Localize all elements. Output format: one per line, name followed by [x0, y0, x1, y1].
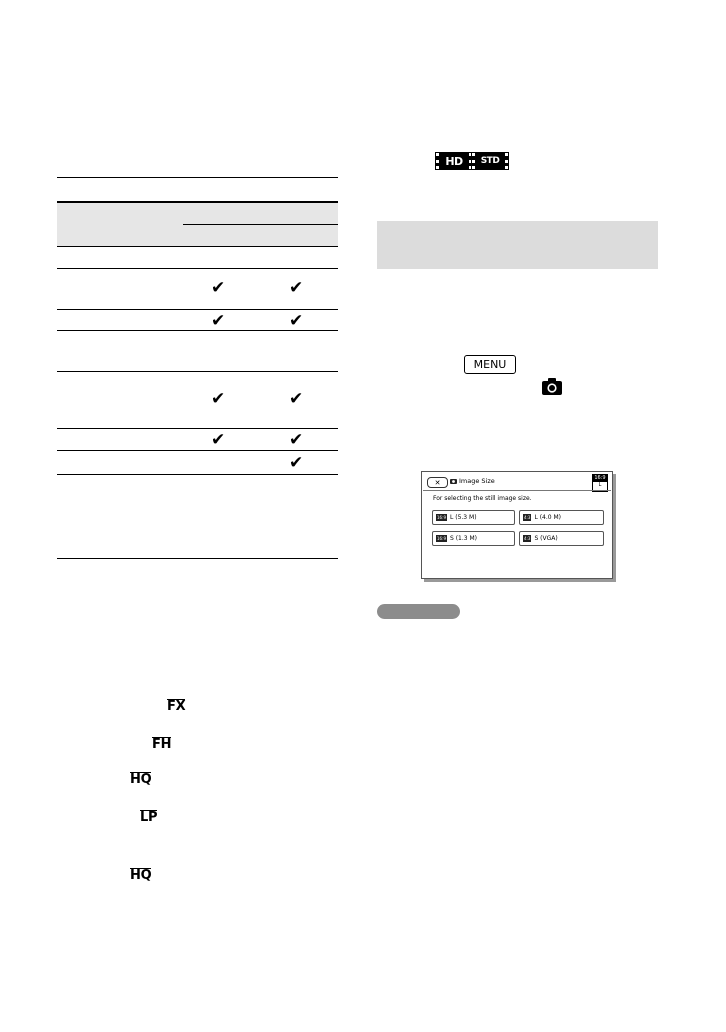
lcd-screen: [421, 471, 613, 579]
ratio-4-3-icon: 4:3: [524, 536, 531, 541]
ratio-16-9-icon: 16:9: [437, 515, 446, 520]
screen-subtitle: For selecting the still image size.: [433, 495, 532, 502]
quality-fh-icon: FH: [152, 737, 172, 752]
quality-lp-icon: LP: [140, 810, 158, 825]
camera-icon: [450, 478, 457, 484]
checkmark-icon: ✔: [211, 278, 226, 298]
image-size-badge-size: L: [598, 482, 602, 488]
close-icon[interactable]: ✕: [427, 477, 448, 488]
quality-hq-icon: HQ: [130, 772, 152, 787]
table-top-rule: [57, 177, 338, 178]
quality-fx-icon: FX: [167, 699, 186, 714]
table-row-rule: [57, 246, 338, 247]
table-row-rule: [57, 428, 338, 429]
shaded-box: [377, 221, 658, 269]
checkmark-icon: ✔: [211, 430, 226, 450]
screen-divider: [423, 490, 611, 491]
option-label: S (1.3 M): [449, 535, 478, 542]
table-row-rule: [57, 309, 338, 310]
hd-movie-icon: HD: [436, 153, 472, 169]
option-label: L (4.0 M): [534, 514, 561, 521]
table-row-rule: [57, 371, 338, 372]
option-label: L (5.3 M): [449, 514, 477, 521]
quality-hq-icon: HQ: [130, 868, 152, 883]
table-subheader-rule: [183, 224, 338, 225]
menu-button-icon: MENU: [464, 355, 516, 374]
table-row-rule: [57, 268, 338, 269]
option-l-5-3m-button[interactable]: [432, 510, 515, 525]
camera-icon: [541, 377, 563, 396]
table-bottom-rule: [57, 558, 338, 559]
option-s-1-3m-button[interactable]: [432, 531, 515, 546]
table-row-rule: [57, 474, 338, 475]
checkmark-icon: ✔: [289, 311, 304, 331]
table-header-rule: [57, 201, 338, 203]
screen-title: Image Size: [459, 477, 495, 485]
notes-heading-pill: [377, 604, 460, 619]
std-movie-icon: STD: [472, 153, 508, 169]
ratio-4-3-icon: 4:3: [524, 515, 531, 520]
checkmark-icon: ✔: [289, 453, 304, 473]
checkmark-icon: ✔: [289, 389, 304, 409]
option-s-vga-button[interactable]: [519, 531, 604, 546]
checkmark-icon: ✔: [289, 430, 304, 450]
option-label: S (VGA): [534, 535, 558, 542]
checkmark-icon: ✔: [211, 389, 226, 409]
image-size-badge-ratio: 16:9: [594, 475, 606, 481]
option-l-4-0m-button[interactable]: [519, 510, 604, 525]
table-row-rule: [57, 450, 338, 451]
checkmark-icon: ✔: [211, 311, 226, 331]
checkmark-icon: ✔: [289, 278, 304, 298]
ratio-16-9-icon: 16:9: [437, 536, 446, 541]
